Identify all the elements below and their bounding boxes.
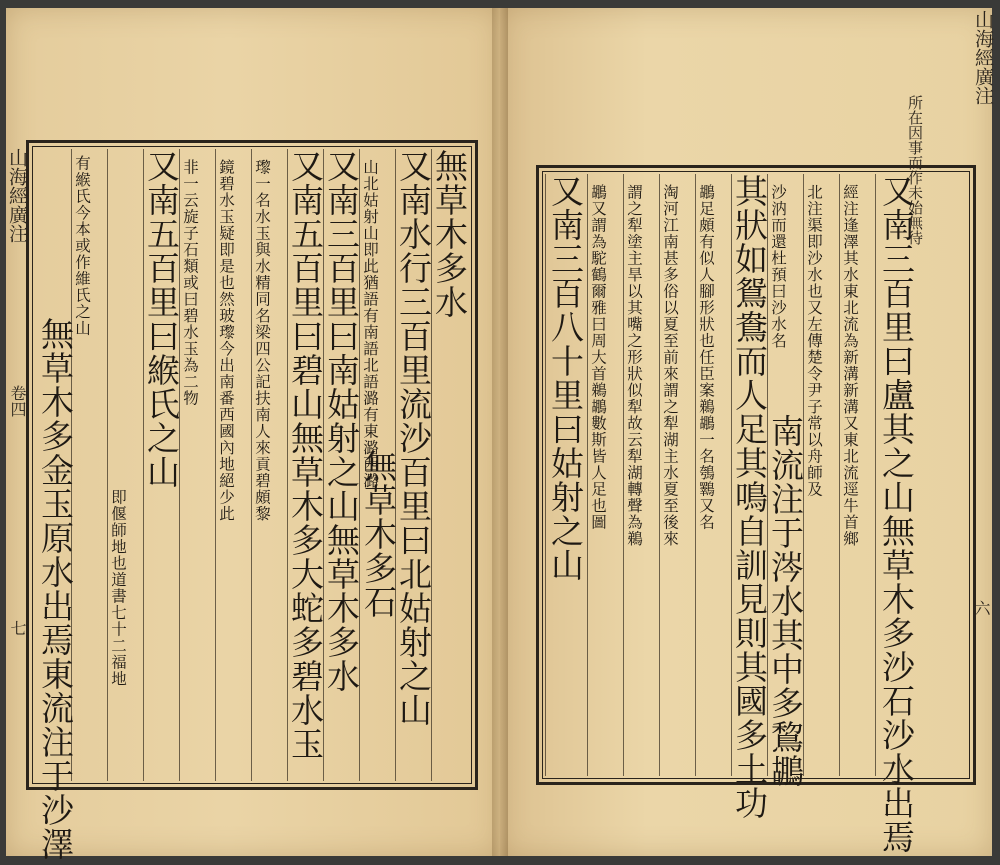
text-column-note: 有緱氏今本或作維氏之山 無草木多金玉原水出焉東流注于沙澤 — [71, 149, 107, 781]
left-margin-title: 山海經廣注 — [6, 148, 28, 243]
text-column: 又南五百里曰碧山無草木多大蛇多碧水玉 — [287, 149, 323, 781]
carryover-note: 所在因事而作未始無待 — [906, 95, 924, 245]
text-column-note: 經注逢澤其水東北流為新溝新溝又東北流逕牛首鄉 — [839, 174, 875, 776]
left-text-frame: 無草木多水 又南水行三百里流沙百里曰北姑射之山 山北姑射山即此猶語有南語北語潞有東潞西潞 無草木多石 又南三百里曰南姑射之山無草木多水 又南五百里曰碧山無草木多大蛇多碧水玉 瓈一名水玉與水精同名梁四公記扶南人來貢碧頗黎 鏡碧水玉疑即是也然玻瓈今出南番西國內地絕少此 非一云旋子石類或曰碧水玉為二物 又南五百里曰緱氏之山 即偃師地也道書七十二福地 有緱氏今本或作維氏之山 無草木多金玉原水出焉東流注于沙澤 — [26, 140, 478, 790]
text-column-note: 山北姑射山即此猶語有南語北語潞有東潞西潞 — [359, 149, 395, 781]
text-column-note: 非一云旋子石類或曰碧水玉為二物 — [179, 149, 215, 781]
left-margin-page: 七 — [8, 620, 27, 636]
text-column-note: 鶘足頗有似人腳形狀也任臣案鵜鶘一名鴮鸅又名 — [695, 174, 731, 776]
text-column-note: 淘河江南甚多俗以夏至前來謂之犁湖主水夏至後來 — [659, 174, 695, 776]
text-column: 其狀如鴛鴦而人足其鳴自訓見則其國多土功 — [730, 174, 769, 820]
right-margin-title: 山海經廣注 — [972, 10, 994, 105]
right-margin-page: 六 — [972, 600, 991, 616]
text-column: 又南三百里曰南姑射之山無草木多水 — [323, 149, 359, 781]
text-column-note: 鏡碧水玉疑即是也然玻瓈今出南番西國內地絕少此 — [215, 149, 251, 781]
text-column-note: 瓈一名水玉與水精同名梁四公記扶南人來貢碧頗黎 — [251, 149, 287, 781]
text-column-note: 謂之犁塗主旱以其嘴之形狀似犁故云犁湖轉聲為鵜 — [623, 174, 659, 776]
text-column-note: 即偃師地也道書七十二福地 — [107, 149, 143, 781]
text-column: 又南水行三百里流沙百里曰北姑射之山 — [395, 149, 431, 781]
text-column: 無草木多水 — [431, 149, 467, 781]
text-column-note: 沙汭而還杜預曰沙水名 南流注于涔水其中多鵹鶘 — [767, 174, 803, 776]
text-column: 又南三百里曰盧其之山無草木多沙石沙水出焉 — [875, 174, 919, 776]
text-column-note: 北注渠即沙水也又左傳楚令尹子常以舟師及 — [803, 174, 839, 776]
text-column: 又南五百里曰緱氏之山 — [143, 149, 179, 781]
book-gutter — [492, 8, 508, 856]
text-column-note: 鶘又謂為駝鶴爾雅曰周大首鵜鶘數斯皆人足也圖 — [587, 174, 623, 776]
right-text-frame — [536, 165, 976, 854]
text-column: 又南三百八十里曰姑射之山 — [545, 174, 587, 776]
left-margin-volume: 卷四 — [8, 385, 27, 417]
